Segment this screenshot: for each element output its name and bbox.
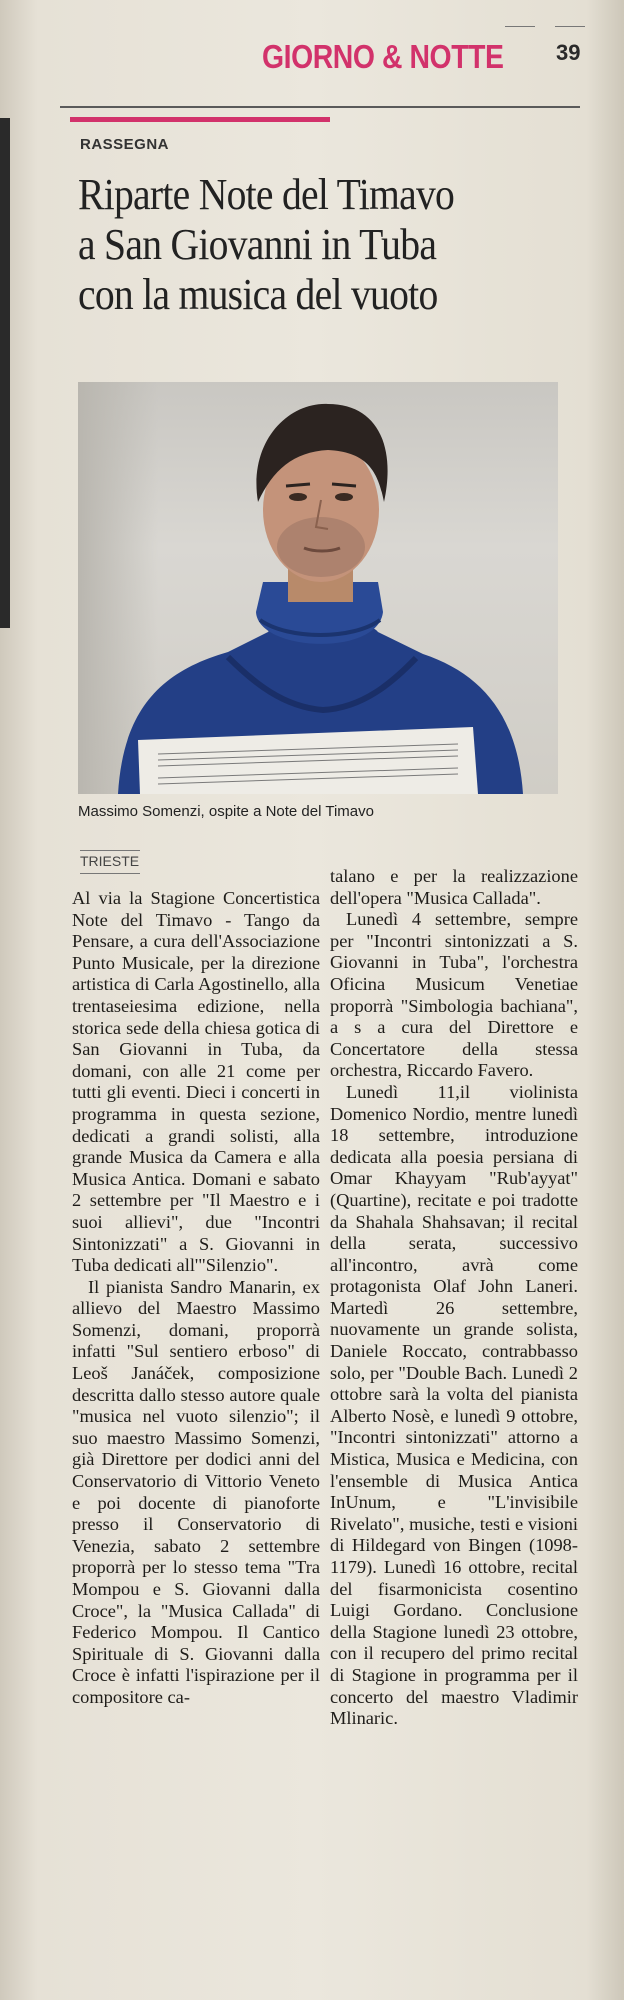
masthead-rule	[555, 26, 585, 27]
dateline: TRIESTE	[80, 853, 140, 869]
headline-line: a San Giovanni in Tuba	[78, 220, 437, 269]
article-headline	[78, 170, 598, 320]
article-column-2	[330, 866, 578, 1730]
paragraph: Al via la Stagione Concertistica Note del Timavo - Tango da Pensare, a cura dell'Associazione Punto Musicale, per la direzione artistica di Carla Agostinello, alla trentaseiesima edizione, nella storica sede della chiesa gotica di San Giovanni in Tuba, da domani, con alle 21 come per tutti gli eventi. Dieci i concerti in programma in questa sezione, dedicati a grandi solisti, alla grande Musica da Camera e alla Musica Antica. Domani e sabato 2 settembre per "Il Maestro e i suoi allievi", due "Incontri Sintonizzati" a S. Giovanni in Tuba dedicati all'"Silenzio".	[72, 888, 320, 1276]
paragraph: Lunedì 11,il violinista Domenico Nordio, mentre lunedì 18 settembre, introduzione dedicata alla poesia persiana di Omar Khayyam "Rub'ayyat" (Quartine), recitate e poi tradotte da Shahala Shahsavan; il recital della serata, successivo all'incontro, avrà come protagonista Olaf John Laneri. Martedì 26 settembre, nuovamente un grande solista, Daniele Roccato, contrabbasso solo, per "Double Bach. Lunedì 2 ottobre sarà la volta del pianista Alberto Nosè, e lunedì 9 ottobre, "Incontri sintonizzati" attorno a Mistica, Musica e Medicina, con l'ensemble di Musica Antica InUnum, e "L'invisibile Rivelato", musiche, testi e visioni di Hildegard von Bingen (1098-1179). Lunedì 16 ottobre, recital del fisarmonicista cosentino Luigi Gordano. Conclusione della Stagione lunedì 23 ottobre, con il recupero del primo recital di Stagione in programma per il concerto del maestro Vladimir Mlinaric.	[330, 1081, 578, 1729]
dateline-rule	[80, 873, 140, 874]
dateline-rule	[80, 850, 140, 851]
masthead-rule	[505, 26, 535, 27]
portrait-illustration	[78, 382, 558, 794]
article-photo	[78, 382, 558, 794]
article-kicker: RASSEGNA	[80, 136, 170, 153]
header-rule	[60, 106, 580, 108]
section-title: GIORNO & NOTTE	[262, 38, 504, 75]
accent-bar	[70, 117, 330, 122]
paragraph: Il pianista Sandro Manarin, ex allievo del Maestro Massimo Somenzi, domani, proporrà infatti "Sul sentiero erboso" di Leoš Janáček, composizione descritta dallo stesso autore quale "musica nel vuoto silenzio"; il suo maestro Massimo Somenzi, già Direttore per dodici anni del Conservatorio di Vittorio Veneto e poi docente di pianoforte presso il Conservatorio di Venezia, sabato 2 settembre proporrà per lo stesso tema "Tra Mompou e S. Giovanni dalla Croce", la "Musica Callada" di Federico Mompou. Il Cantico Spirituale di S. Giovanni dalla Croce è infatti l'ispirazione per il compositore ca-	[72, 1276, 320, 1707]
photo-caption: Massimo Somenzi, ospite a Note del Timavo	[78, 803, 374, 820]
headline-line: Riparte Note del Timavo	[78, 170, 455, 219]
paragraph: talano e per la realizzazione dell'opera "Musica Callada".	[330, 866, 578, 908]
paragraph: Lunedì 4 settembre, sempre per "Incontri sintonizzati a S. Giovanni in Tuba", l'orchestra Oficina Musicum Venetiae proporrà "Simbologia bachiana", a s a cura del Direttore e Concertatore della stessa orchestra, Riccardo Favero.	[330, 909, 578, 1081]
article-column-1	[72, 888, 320, 1709]
adjacent-page-strip	[0, 118, 10, 628]
headline-line: con la musica del vuoto	[78, 270, 438, 319]
page-number: 39	[556, 40, 581, 65]
